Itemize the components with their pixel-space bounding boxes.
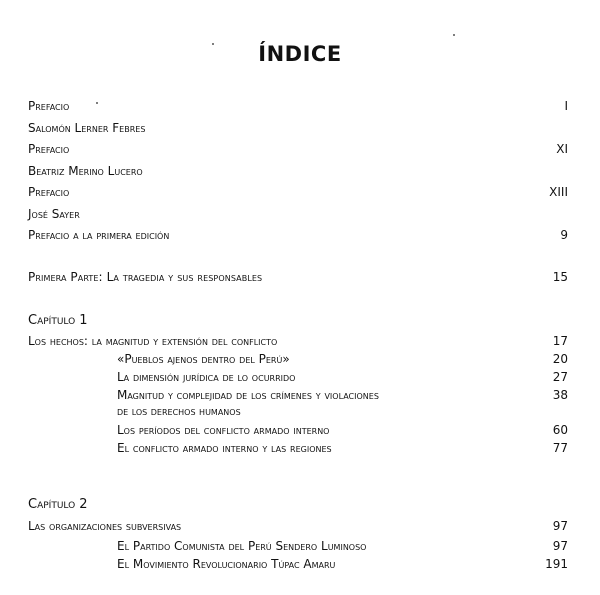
toc-subentry [28,421,568,439]
toc-entry-page: 191 [545,557,568,571]
toc-subentry [28,368,568,386]
toc-entry-label: Capítulo 2 [28,497,88,512]
toc-entry-label: de los derechos humanos [117,405,241,418]
toc-entry-label: Los períodos del conflicto armado interno [117,423,330,437]
toc-chapter-1-heading [28,312,568,330]
toc-entry-page: 60 [552,423,568,437]
toc-entry-label: Las organizaciones subversivas [28,519,182,533]
toc-entry-prefacio-primera [28,226,568,244]
toc-entry-author-2 [28,162,568,180]
toc-entry-label: La dimensión jurídica de lo ocurrido [117,370,296,384]
toc-entry-prefacio-1 [28,97,568,115]
toc-entry-page: XIII [549,185,568,199]
toc-subentry [28,537,568,555]
toc-subentry [28,386,568,404]
toc-entry-page: 15 [552,270,568,284]
toc-entry-label: El conflicto armado interno y las regiones [117,441,332,455]
toc-entry-los-hechos [28,332,568,350]
toc-entry-page: I [564,99,568,113]
toc-entry-label: Prefacio [28,142,70,156]
toc-entry-label: Beatriz Merino Lucero [28,164,143,178]
toc-entry-label: Magnitud y complejidad de los crímenes y violaciones [117,388,379,402]
index-title: ÍNDICE [258,42,342,66]
toc-entry-page: 77 [552,441,568,455]
toc-entry-page: 20 [552,352,568,366]
toc-entry-page: 9 [560,228,568,242]
toc-entry-prefacio-2 [28,140,568,158]
toc-entry-page: 17 [552,334,568,348]
toc-entry-author-1 [28,119,568,137]
toc-entry-label: Prefacio [28,185,70,199]
toc-entry-label: Prefacio a la primera edición [28,228,170,242]
toc-entry-author-3 [28,205,568,223]
toc-entry-organizaciones [28,517,568,535]
toc-entry-page: 97 [552,539,568,553]
toc-entry-label: Los hechos: la magnitud y extensión del conflicto [28,334,278,348]
toc-subentry [28,439,568,457]
toc-entry-label: José Sayer [28,207,80,221]
toc-entry-label: El Movimiento Revolucionario Túpac Amaru [117,557,336,571]
toc-entry-label: «Pueblos ajenos dentro del Perú» [117,352,290,366]
toc-entry-page: 97 [552,519,568,533]
toc-entry-primera-parte [28,268,568,286]
toc-entry-page: 27 [552,370,568,384]
toc-chapter-2-heading [28,496,568,514]
toc-subentry [28,555,568,573]
toc-entry-page: XI [556,142,568,156]
toc-entry-label: Capítulo 1 [28,313,88,328]
toc-subentry-continuation [28,403,568,421]
speck-mark [453,34,455,36]
toc-entry-label: Primera Parte: La tragedia y sus responsables [28,270,263,284]
toc-entry-label: Salomón Lerner Febres [28,121,146,135]
speck-mark [212,43,214,45]
toc-entry-label: El Partido Comunista del Perú Sendero Luminoso [117,539,367,553]
toc-subentry [28,350,568,368]
toc-entry-page: 38 [552,388,568,402]
speck-mark [96,102,98,104]
toc-entry-prefacio-3 [28,183,568,201]
toc-entry-label: Prefacio [28,99,70,113]
